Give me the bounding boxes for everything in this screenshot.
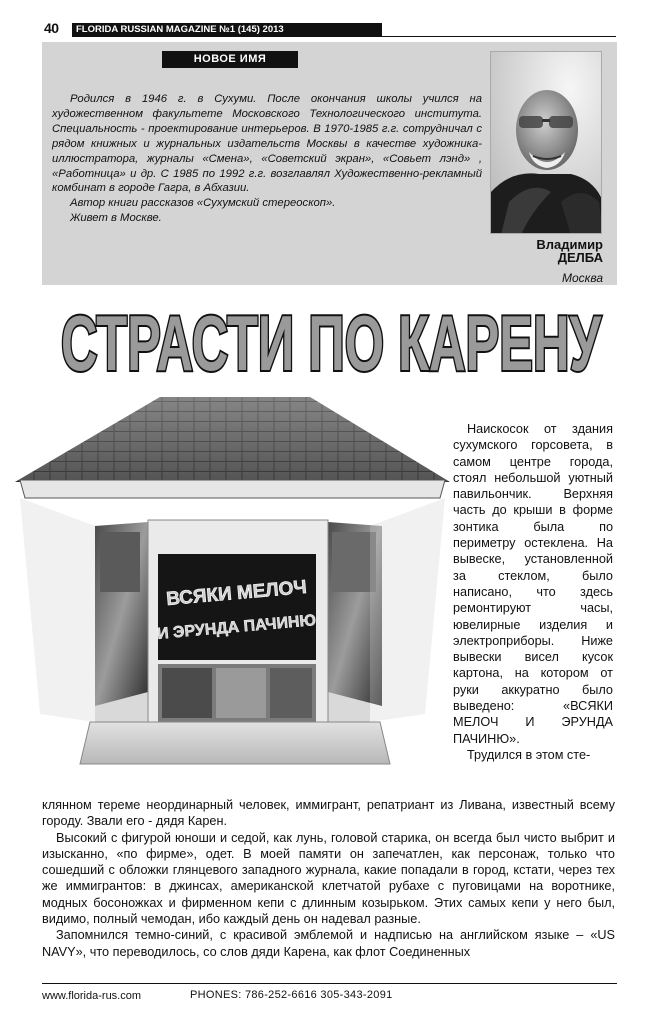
bio-paragraph: Живет в Москве.	[70, 212, 162, 225]
article-column	[453, 421, 613, 763]
article-title-text: СТРАСТИ ПО КАРЕНУ	[61, 300, 602, 386]
author-photo	[490, 51, 602, 234]
article-paragraph: Высокий с фигурой юноши и седой, как лунь, головой старика, он всегда был чисто выбрит и изысканно, «по фирме», одет. В моей памяти он запечатлен, как персонаж, только что сошедший с обложки глянцевого западного журнала, какие попадали в город, кстати, через тех же иммигрантов: в джинсах, американской клетчатой рубахе с пуговицами на воротнике, модных босоножках и фирменном кепи с длинным козырьком. Этих самых кепи у него был, видимо, полный чемодан, ибо каждый день он надевал разные.	[42, 830, 615, 927]
footer-rule	[42, 983, 617, 984]
section-label: НОВОЕ ИМЯ	[162, 51, 298, 68]
header-rule	[72, 36, 616, 37]
magazine-title: FLORIDA RUSSIAN MAGAZINE №1 (145) 2013	[72, 23, 382, 37]
article-paragraph: Запомнился темно-синий, с красивой эмблемой и надписью на английском языке – «US NAVY», что переводилось, со слов дяди Карена, как флот Соединенных	[42, 928, 615, 959]
bio-text	[52, 92, 482, 226]
kiosk-sign-line2: И ЭРУНДА ПАЧИНЮ	[156, 612, 317, 643]
author-last-name: ДЕЛБА	[557, 250, 603, 265]
bio-paragraph: Автор книги рассказов «Сухумский стереоскоп».	[70, 197, 336, 210]
page-number: 40	[44, 20, 59, 36]
footer-phones: PHONES: 786-252-6616 305-343-2091	[190, 989, 393, 1001]
author-bio-box	[42, 42, 617, 285]
author-city: Москва	[561, 271, 603, 285]
article-title	[0, 300, 662, 386]
article-body	[42, 797, 615, 960]
page-header	[44, 20, 616, 37]
article-paragraph: Трудился в этом сте-	[467, 747, 591, 762]
article-paragraph: клянном тереме неординарный человек, иммигрант, репатриант из Ливана, известный всему городу. Звали его - дядя Карен.	[42, 798, 615, 829]
kiosk-illustration	[10, 392, 455, 769]
author-name	[536, 238, 603, 264]
kiosk-sign-line1: ВСЯКИ МЕЛОЧ	[165, 576, 308, 611]
footer-website: www.florida-rus.com	[42, 990, 142, 1002]
bio-paragraph: Родился в 1946 г. в Сухуми. После окончания школы учился на художественном факультете Московского Технологического института. Специальность - проектирование интерьеров. В 1970-1985 г.г. сотрудничал с рядом книжных и журнальных издательств Москвы в качестве художника-иллюстратора, журналы «Смена», «Советский экран», «Совьет лэнд» , «Работница» и др. С 1985 по 1992 г.г. возглавлял Художественно-рекламный комбинат в городе Гагра, в Абхазии.	[52, 93, 482, 195]
author-first-name: Владимир	[536, 237, 603, 252]
article-paragraph: Наискосок от здания сухумского горсовета, в самом центре города, стоял небольшой уютный павильончик. Верхняя часть до крыши в форме зонтика была по периметру остеклена. На вывеске, установленной за стеклом, было написано, что здесь ремонтируют часы, ювелирные изделия и электроприборы. Ниже вывески висел кусок картона, на котором от руки аккуратно было выведено: «ВСЯКИ МЕЛОЧ И ЭРУНДА ПАЧИНЮ».	[453, 422, 613, 746]
